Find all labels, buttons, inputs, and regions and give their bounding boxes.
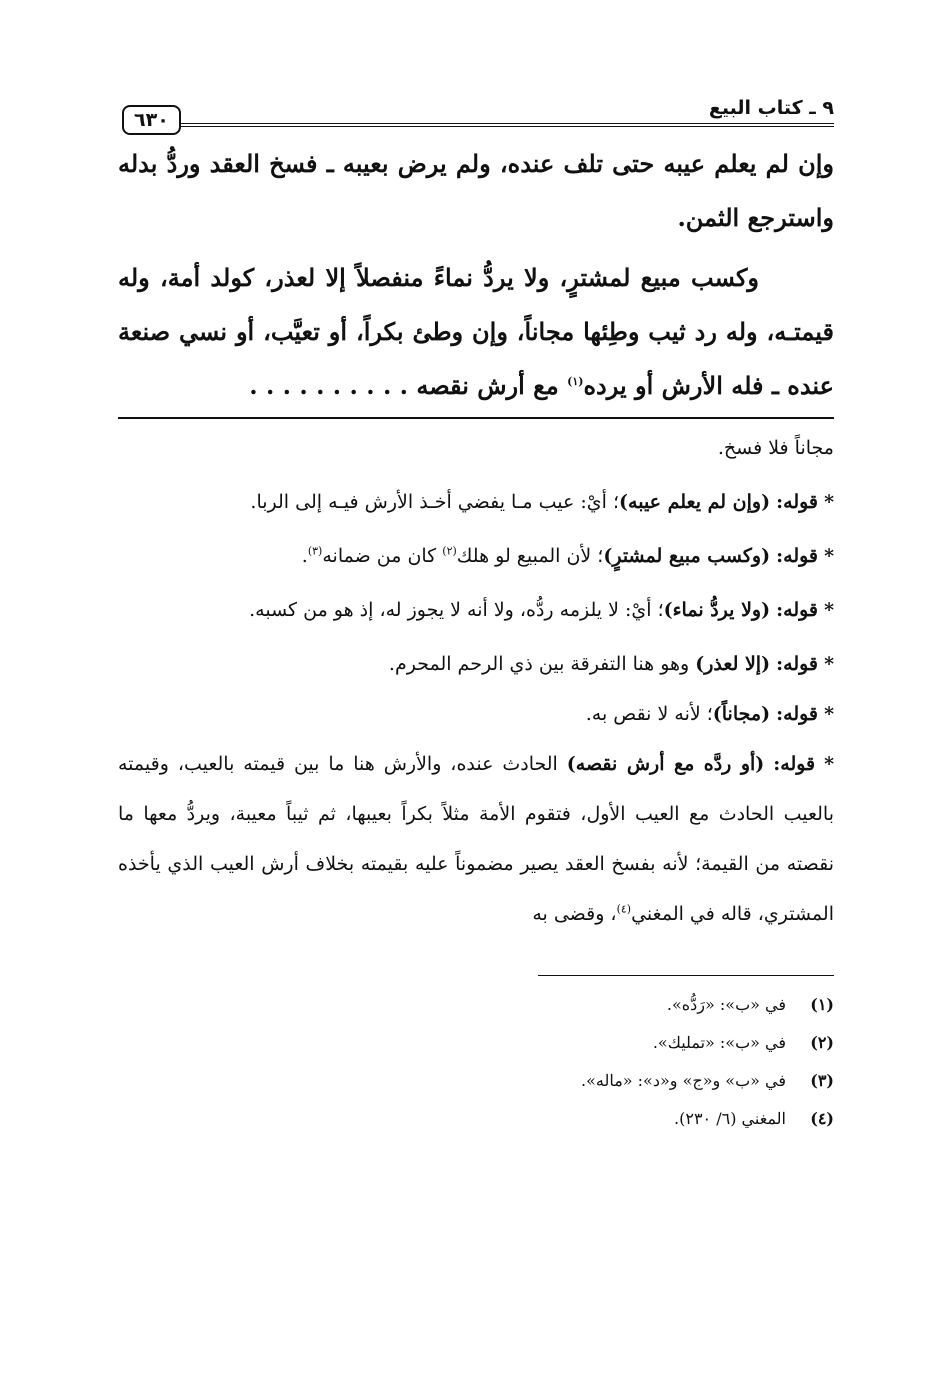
- commentary-entry-2: [118, 531, 834, 581]
- page-number-box: ٦٣٠: [122, 105, 181, 135]
- bullet-star-icon: *: [824, 653, 834, 675]
- quoted-phrase: (وكسب مبيع لمشترٍ): [603, 545, 771, 567]
- footnote-text: في «ب»: «رَدُّه».: [666, 995, 786, 1014]
- footnote-number: (٢): [810, 1033, 834, 1052]
- continuation-dots: . . . . . . . . . .: [249, 371, 409, 400]
- footnotes: [118, 986, 834, 1138]
- footnote-ref-2: (٢): [442, 544, 457, 558]
- commentary-text: وهو هنا التفرقة بين ذي الرحم المحرم.: [388, 653, 696, 675]
- quoted-phrase: (ولا يردُّ نماء): [663, 599, 771, 621]
- commentary-text: الحادث عنده، والأرش هنا ما بين قيمته بالعيب، وقيمته بالعيب الحادث مع العيب الأول، فتقوم الأمة مثلاً بكراً بعيبها، ثم ثيباً معيبة، ويردُّ معها ما نقصته من القيمة؛ لأنه بفسخ العقد يصير مضموناً عليه بقيمته بخلاف أرش العيب الذي يأخذه المشتري، قاله في المغني: [118, 753, 834, 925]
- qawl-label: قوله:: [776, 491, 819, 513]
- footnote-ref-1: (١): [567, 375, 584, 388]
- qawl-label: قوله:: [773, 753, 816, 775]
- main-paragraph-2: [118, 251, 834, 413]
- commentary-text: ؛ أيْ: لا يلزمه ردُّه، ولا أنه لا يجوز له، إذ هو من كسبه.: [249, 599, 664, 621]
- main-paragraph-2-end: مع أرش نقصه: [416, 371, 568, 400]
- book-page: [118, 95, 834, 1138]
- footnote-number: (٣): [810, 1071, 834, 1090]
- page-header: [118, 95, 834, 137]
- bullet-star-icon: *: [824, 599, 834, 621]
- qawl-label: قوله:: [776, 599, 819, 621]
- quoted-phrase: (وإن لم يعلم عيبه): [619, 491, 771, 513]
- footnote-number: (١): [810, 995, 834, 1014]
- qawl-label: قوله:: [776, 653, 819, 675]
- main-paragraph-2-text: وكسب مبيع لمشترٍ، ولا يردُّ نماءً منفصلاً إلا لعذر، كولد أمة، وله قيمتـه، وله رد ثيب وطِئها مجاناً، وإن وطئ بكراً، أو تعيَّب، أو نسي صنعة عنده ـ فله الأرش أو يرده: [118, 263, 834, 400]
- commentary-entry-3: [118, 585, 834, 635]
- commentary-entry-1: [118, 477, 834, 527]
- running-title: ٩ ـ كتاب البيع: [708, 97, 834, 119]
- quoted-phrase: (مجاناً): [712, 703, 771, 725]
- footnote-4: [118, 1100, 834, 1138]
- bullet-star-icon: *: [824, 703, 834, 725]
- footnote-2: [118, 1024, 834, 1062]
- commentary-text: ؛ أيْ: عيب مـا يفضي أخـذ الأرش فيـه إلى الربا.: [250, 491, 620, 513]
- commentary: [118, 423, 834, 939]
- footnote-ref-3: (٣): [307, 544, 323, 558]
- footnote-divider: [538, 975, 834, 976]
- quoted-phrase: (إلا لعذر): [695, 653, 771, 675]
- commentary-text: كان من ضمانه: [322, 545, 443, 567]
- main-text: [118, 137, 834, 413]
- commentary-text: ، وقضى به: [532, 903, 617, 925]
- footnote-text: في «ب»: «تمليك».: [652, 1033, 786, 1052]
- bullet-star-icon: *: [824, 491, 834, 513]
- commentary-entry-5: [118, 689, 834, 739]
- footnote-ref-4: (٤): [616, 902, 632, 916]
- header-double-rule: [158, 123, 834, 127]
- main-commentary-divider: [118, 417, 834, 419]
- commentary-carry-over: مجاناً فلا فسخ.: [717, 437, 834, 459]
- footnote-1: [118, 986, 834, 1024]
- footnote-text: في «ب» و«ج» و«د»: «ماله».: [581, 1071, 786, 1090]
- qawl-label: قوله:: [776, 703, 819, 725]
- commentary-text: ؛ لأنه لا نقص به.: [585, 703, 713, 725]
- commentary-text: ؛ لأن المبيع لو هلك: [456, 545, 604, 567]
- bullet-star-icon: *: [824, 545, 834, 567]
- bullet-star-icon: *: [824, 753, 835, 775]
- commentary-entry-6: [118, 739, 834, 939]
- footnote-text: المغني (٦/ ٢٣٠).: [674, 1109, 786, 1128]
- commentary-text: .: [301, 545, 308, 567]
- footnote-number: (٤): [810, 1109, 834, 1128]
- commentary-entry-4: [118, 639, 834, 689]
- quoted-phrase: (أو ردَّه مع أرش نقصه): [566, 753, 765, 775]
- qawl-label: قوله:: [776, 545, 819, 567]
- footnote-3: [118, 1062, 834, 1100]
- main-paragraph-1: وإن لم يعلم عيبه حتى تلف عنده، ولم يرض بعيبه ـ فسخ العقد وردُّ بدله واسترجع الثمن.: [118, 149, 834, 232]
